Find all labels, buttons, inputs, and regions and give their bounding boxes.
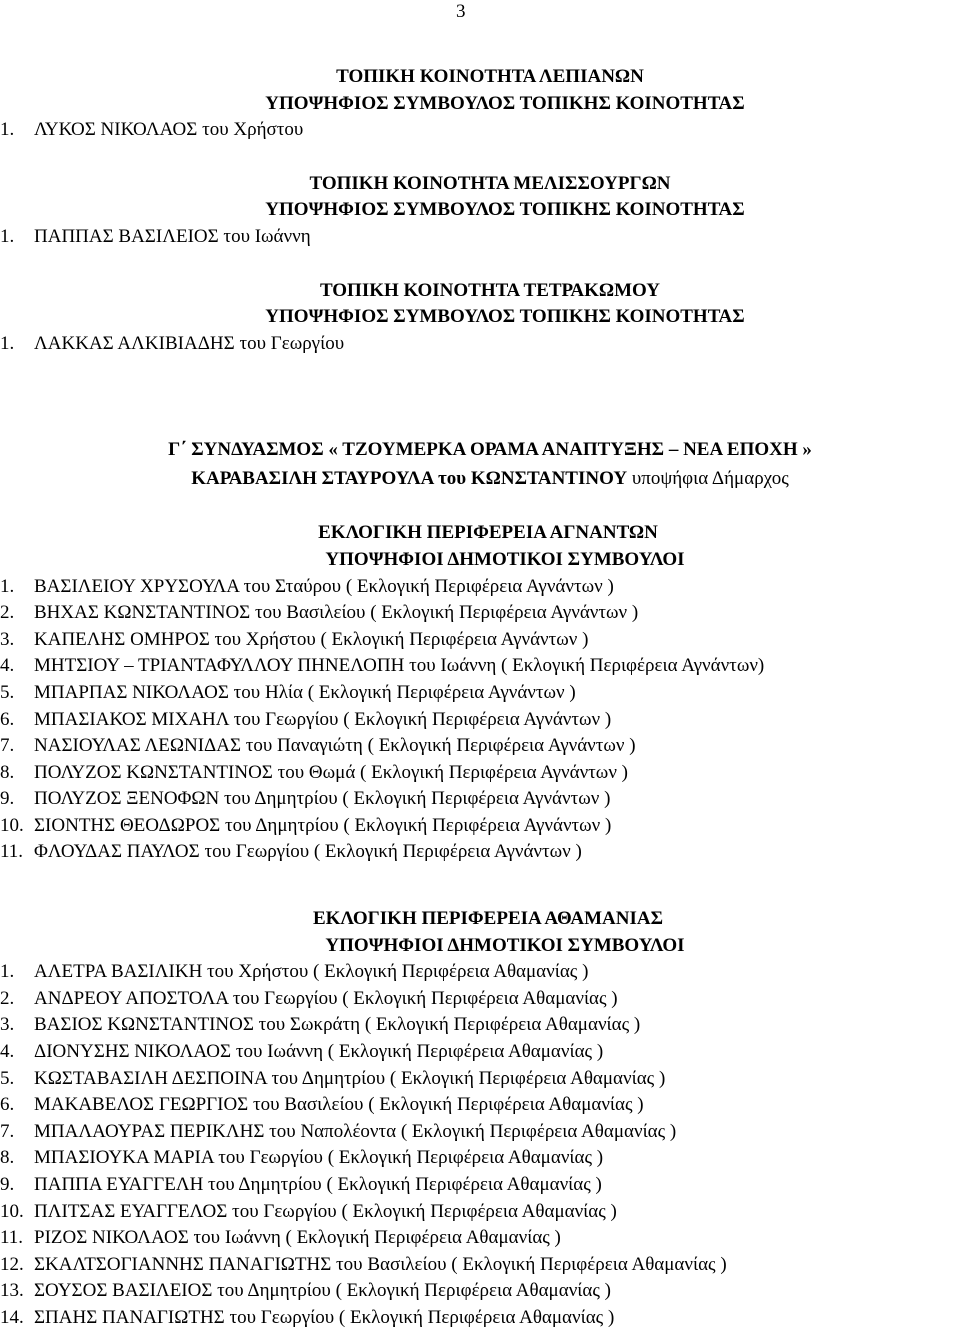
- item-text: ΣΠΑΗΣ ΠΑΝΑΓΙΩΤΗΣ του Γεωργίου ( Εκλογική Περιφέρεια Αθαμανίας ): [34, 1306, 615, 1328]
- candidate-item: [0, 331, 960, 358]
- item-number: 12.: [0, 1253, 24, 1275]
- item-number: 2.: [0, 602, 15, 624]
- item-number: 6.: [0, 708, 15, 730]
- item-number: 8.: [0, 1147, 15, 1169]
- list-item: [0, 653, 960, 680]
- community-title: ΤΟΠΙΚΗ ΚΟΙΝΟΤΗΤΑ ΤΕΤΡΑΚΩΜΟΥ: [319, 279, 661, 301]
- list-item: [0, 1092, 960, 1119]
- list-item: [0, 600, 960, 627]
- community-subtitle: ΥΠΟΨΗΦΙΟΣ ΣΥΜΒΟΥΛΟΣ ΤΟΠΙΚΗΣ ΚΟΙΝΟΤΗΤΑΣ: [265, 199, 745, 221]
- list-item: [0, 1012, 960, 1039]
- list-item: [0, 839, 960, 866]
- item-number: 1.: [0, 575, 15, 597]
- item-number: 10.: [0, 1200, 24, 1222]
- spacer: [0, 357, 960, 435]
- item-text: ΝΑΣΙΟΥΛΑΣ ΛΕΩΝΙΔΑΣ του Παναγιώτη ( Εκλογική Περιφέρεια Αγνάντων ): [34, 735, 636, 757]
- item-text: ΑΝΔΡΕΟΥ ΑΠΟΣΤΟΛΑ του Γεωργίου ( Εκλογική Περιφέρεια Αθαμανίας ): [34, 987, 618, 1009]
- item-number: 2.: [0, 987, 15, 1009]
- item-text: ΡΙΖΟΣ ΝΙΚΟΛΑΟΣ του Ιωάννη ( Εκλογική Περιφέρεια Αθαμανίας ): [34, 1227, 561, 1249]
- item-number: 13.: [0, 1280, 24, 1302]
- list-item: [0, 959, 960, 986]
- item-number: 9.: [0, 1174, 15, 1195]
- list-item: [0, 627, 960, 654]
- candidate-number: 1.: [0, 119, 15, 141]
- list-item: [0, 574, 960, 601]
- candidate-item: [0, 117, 960, 144]
- district-subtitle: ΥΠΟΨΗΦΙΟΙ ΔΗΜΟΤΙΚΟΙ ΣΥΜΒΟΥΛΟΙ: [325, 934, 685, 956]
- community-subtitle: ΥΠΟΨΗΦΙΟΣ ΣΥΜΒΟΥΛΟΣ ΤΟΠΙΚΗΣ ΚΟΙΝΟΤΗΤΑΣ: [265, 306, 745, 328]
- mayor-role: υποψήφια Δήμαρχος: [631, 468, 789, 490]
- list-item: [0, 760, 960, 787]
- item-number: 5.: [0, 681, 15, 703]
- candidate-number: 1.: [0, 225, 15, 247]
- list-item: [0, 707, 960, 734]
- spacer: [0, 144, 960, 171]
- list-item: [0, 1199, 960, 1226]
- item-text: ΑΛΕΤΡΑ ΒΑΣΙΛΙΚΗ του Χρήστου ( Εκλογική Περιφέρεια Αθαμανίας ): [34, 961, 589, 983]
- community-title: ΤΟΠΙΚΗ ΚΟΙΝΟΤΗΤΑ ΛΕΠΙΑΝΩΝ: [336, 66, 644, 87]
- item-number: 14.: [0, 1306, 24, 1328]
- mayor-name: ΚΑΡΑΒΑΣΙΛΗ ΣΤΑΥΡΟΥΛΑ του ΚΩΝΣΤΑΝΤΙΝΟΥ: [191, 468, 628, 490]
- spacer: [0, 493, 960, 520]
- item-text: ΠΟΛΥΖΟΣ ΚΩΝΣΤΑΝΤΙΝΟΣ του Θωμά ( Εκλογική Περιφέρεια Αγνάντων ): [34, 761, 628, 783]
- spacer: [0, 251, 960, 278]
- item-text: ΒΑΣΙΟΣ ΚΩΝΣΤΑΝΤΙΝΟΣ του Σωκράτη ( Εκλογική Περιφέρεια Αθαμανίας ): [34, 1014, 641, 1036]
- item-number: 11.: [0, 1227, 24, 1249]
- community-subtitle: ΥΠΟΨΗΦΙΟΣ ΣΥΜΒΟΥΛΟΣ ΤΟΠΙΚΗΣ ΚΟΙΝΟΤΗΤΑΣ: [265, 92, 745, 114]
- item-text: ΣΙΟΝΤΗΣ ΘΕΟΔΩΡΟΣ του Δημητρίου ( Εκλογική Περιφέρεια Αγνάντων ): [34, 814, 612, 836]
- candidate-list: [0, 574, 960, 867]
- item-text: ΠΛΙΤΣΑΣ ΕΥΑΓΓΕΛΟΣ του Γεωργίου ( Εκλογική Περιφέρεια Αθαμανίας ): [34, 1200, 617, 1222]
- item-text: ΜΗΤΣΙΟΥ – ΤΡΙΑΝΤΑΦΥΛΛΟΥ ΠΗΝΕΛΟΠΗ του Ιωάννη ( Εκλογική Περιφέρεια Αγνάντων): [34, 655, 765, 677]
- list-item: [0, 1305, 960, 1332]
- list-item: [0, 813, 960, 840]
- list-item: [0, 1225, 960, 1252]
- list-item: [0, 1066, 960, 1093]
- district-title: ΕΚΛΟΓΙΚΗ ΠΕΡΙΦΕΡΕΙΑ ΑΓΝΑΝΤΩΝ: [318, 522, 658, 544]
- list-item: [0, 986, 960, 1013]
- district-section-agnanton: [0, 520, 960, 866]
- candidate-name: ΛΑΚΚΑΣ ΑΛΚΙΒΙΑΔΗΣ του Γεωργίου: [34, 332, 345, 354]
- list-item: [0, 1252, 960, 1279]
- district-section-athamanias: [0, 906, 960, 1332]
- item-text: ΜΠΑΛΑΟΥΡΑΣ ΠΕΡΙΚΛΗΣ του Ναπολέοντα ( Εκλογική Περιφέρεια Αθαμανίας ): [34, 1120, 677, 1142]
- item-text: ΒΗΧΑΣ ΚΩΝΣΤΑΝΤΙΝΟΣ του Βασιλείου ( Εκλογική Περιφέρεια Αγνάντων ): [34, 602, 639, 624]
- item-number: 5.: [0, 1067, 15, 1089]
- item-text: ΠΟΛΥΖΟΣ ΞΕΝΟΦΩΝ του Δημητρίου ( Εκλογική Περιφέρεια Αγνάντων ): [34, 788, 611, 810]
- item-number: 1.: [0, 961, 15, 983]
- list-item: [0, 733, 960, 760]
- item-number: 6.: [0, 1094, 15, 1116]
- coalition-section: [0, 435, 960, 493]
- coalition-title: Γ΄ ΣΥΝΔΥΑΣΜΟΣ « ΤΖΟΥΜΕΡΚΑ ΟΡΑΜΑ ΑΝΑΠΤΥΞΗΣ – ΝΕΑ ΕΠΟΧΗ »: [168, 439, 812, 461]
- list-item: [0, 1039, 960, 1066]
- candidate-name: ΛΥΚΟΣ ΝΙΚΟΛΑΟΣ του Χρήστου: [34, 119, 304, 141]
- item-number: 3.: [0, 1014, 15, 1036]
- item-number: 11.: [0, 841, 24, 863]
- spacer: [0, 866, 960, 906]
- list-item: [0, 1278, 960, 1305]
- mayor-line: [0, 464, 960, 493]
- item-text: ΣΟΥΣΟΣ ΒΑΣΙΛΕΙΟΣ του Δημητρίου ( Εκλογική Περιφέρεια Αθαμανίας ): [34, 1280, 611, 1302]
- list-item: [0, 1172, 960, 1199]
- item-number: 3.: [0, 628, 15, 650]
- item-number: 10.: [0, 814, 24, 836]
- item-text: ΜΠΑΡΠΑΣ ΝΙΚΟΛΑΟΣ του Ηλία ( Εκλογική Περιφέρεια Αγνάντων ): [34, 681, 576, 703]
- item-text: ΚΩΣΤΑΒΑΣΙΛΗ ΔΕΣΠΟΙΝΑ του Δημητρίου ( Εκλογική Περιφέρεια Αθαμανίας ): [34, 1067, 666, 1089]
- item-text: ΒΑΣΙΛΕΙΟΥ ΧΡΥΣΟΥΛΑ του Σταύρου ( Εκλογική Περιφέρεια Αγνάντων ): [34, 575, 614, 597]
- item-text: ΔΙΟΝΥΣΗΣ ΝΙΚΟΛΑΟΣ του Ιωάννη ( Εκλογική Περιφέρεια Αθαμανίας ): [34, 1041, 604, 1063]
- item-number: 4.: [0, 655, 15, 677]
- item-number: 8.: [0, 761, 15, 783]
- item-number: 9.: [0, 788, 15, 810]
- item-number: 7.: [0, 735, 15, 757]
- document-body: [0, 64, 960, 1332]
- community-section-melissourgon: [0, 171, 960, 251]
- item-text: ΜΑΚΑΒΕΛΟΣ ΓΕΩΡΓΙΟΣ του Βασιλείου ( Εκλογική Περιφέρεια Αθαμανίας ): [34, 1094, 644, 1116]
- list-item: [0, 1119, 960, 1146]
- page-number: 3: [456, 1, 466, 22]
- candidate-name: ΠΑΠΠΑΣ ΒΑΣΙΛΕΙΟΣ του Ιωάννη: [34, 225, 311, 247]
- item-number: 4.: [0, 1041, 15, 1063]
- candidate-list: [0, 959, 960, 1331]
- item-text: ΦΛΟΥΔΑΣ ΠΑΥΛΟΣ του Γεωργίου ( Εκλογική Περιφέρεια Αγνάντων ): [34, 841, 582, 863]
- community-title: ΤΟΠΙΚΗ ΚΟΙΝΟΤΗΤΑ ΜΕΛΙΣΣΟΥΡΓΩΝ: [309, 172, 671, 194]
- candidate-number: 1.: [0, 332, 15, 354]
- district-subtitle: ΥΠΟΨΗΦΙΟΙ ΔΗΜΟΤΙΚΟΙ ΣΥΜΒΟΥΛΟΙ: [325, 548, 685, 570]
- item-number: 7.: [0, 1120, 15, 1142]
- list-item: [0, 680, 960, 707]
- list-item: [0, 786, 960, 813]
- community-section-tetrakomou: [0, 278, 960, 358]
- item-text: ΣΚΑΛΤΣΟΓΙΑΝΝΗΣ ΠΑΝΑΓΙΩΤΗΣ του Βασιλείου ( Εκλογική Περιφέρεια Αθαμανίας ): [34, 1253, 727, 1275]
- candidate-item: [0, 224, 960, 251]
- district-title: ΕΚΛΟΓΙΚΗ ΠΕΡΙΦΕΡΕΙΑ ΑΘΑΜΑΝΙΑΣ: [312, 908, 664, 930]
- item-text: ΚΑΠΕΛΗΣ ΟΜΗΡΟΣ του Χρήστου ( Εκλογική Περιφέρεια Αγνάντων ): [34, 628, 589, 650]
- item-text: ΜΠΑΣΙΟΥΚΑ ΜΑΡΙΑ του Γεωργίου ( Εκλογική Περιφέρεια Αθαμανίας ): [34, 1147, 604, 1169]
- community-section-lepianon: [0, 64, 960, 144]
- item-text: ΜΠΑΣΙΑΚΟΣ ΜΙΧΑΗΛ του Γεωργίου ( Εκλογική Περιφέρεια Αγνάντων ): [34, 708, 612, 730]
- list-item: [0, 1145, 960, 1172]
- item-text: ΠΑΠΠΑ ΕΥΑΓΓΕΛΗ του Δημητρίου ( Εκλογική Περιφέρεια Αθαμανίας ): [34, 1174, 602, 1195]
